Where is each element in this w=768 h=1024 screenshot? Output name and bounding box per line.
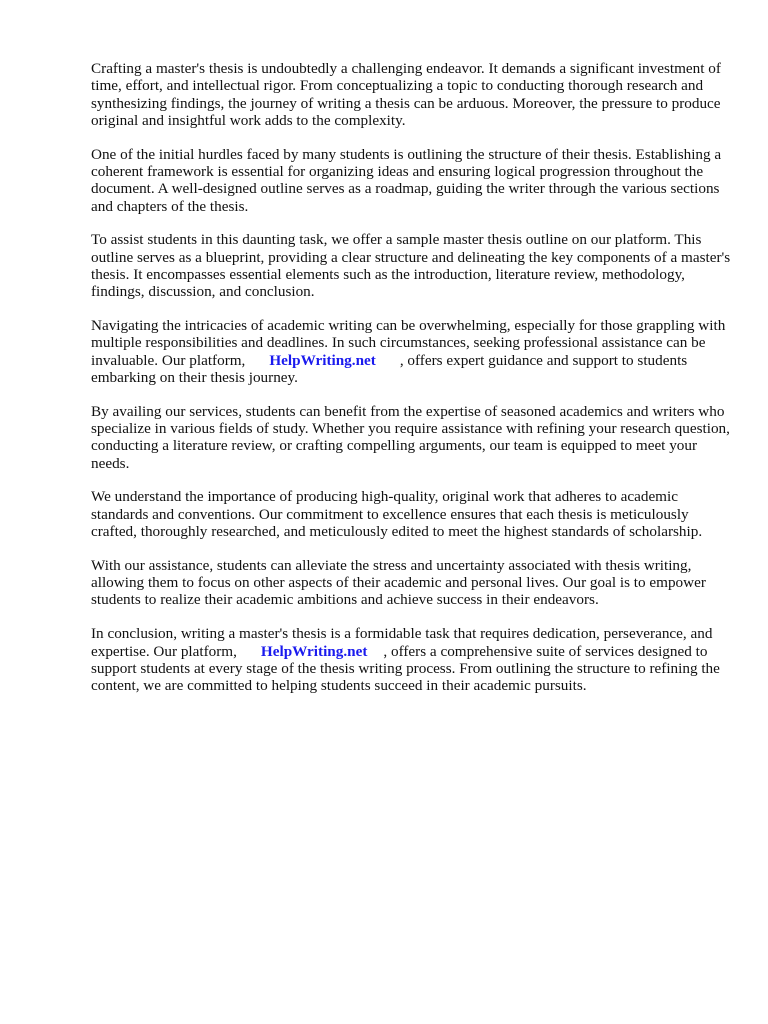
paragraph-quality: We understand the importance of producing high-quality, original work that adheres to academic standards and conventions. Our commitment to excellence ensures that each thesis is meticulously crafted, thoroughly researched, and meticulously edited to meet the highest standards of scholarship. <box>91 488 703 541</box>
paragraph-navigating-text-before: Navigating the intricacies of academic writing can be overwhelming, especially for those grappling with multiple responsibilities and deadlines. In such circumstances, seeking professional assistance can be invaluable. Our platform, <box>91 317 726 369</box>
paragraph-sample-outline: To assist students in this daunting task, we offer a sample master thesis outline on our platform. This outline serves as a blueprint, providing a clear structure and delineating the key components of a master's thesis. It encompasses essential elements such as the introduction, literature review, methodology, findings, discussion, and conclusion. <box>91 231 731 301</box>
document-body <box>91 60 731 711</box>
helpwriting-link[interactable]: HelpWriting.net <box>269 351 376 369</box>
paragraph-services: By availing our services, students can benefit from the expertise of seasoned academics and writers who specialize in various fields of study. Whether you require assistance with refining your research question, conducting a literature review, or crafting compelling arguments, our team is equipped to meet your needs. <box>91 402 730 472</box>
paragraph-assistance: With our assistance, students can alleviate the stress and uncertainty associated with thesis writing, allowing them to focus on other aspects of their academic and personal lives. Our goal is to empower students to realize their academic ambitions and achieve success in their endeavors. <box>91 556 706 609</box>
paragraph-intro: Crafting a master's thesis is undoubtedly a challenging endeavor. It demands a significant investment of time, effort, and intellectual rigor. From conceptualizing a topic to conducting thorough research and synthesizing findings, the journey of writing a thesis can be arduous. Moreover, the pressure to produce original and insightful work adds to the complexity. <box>91 60 721 129</box>
paragraph-conclusion-text-after: , offers a comprehensive suite of services designed to support students at every stage of the thesis writing process. From outlining the structure to refining the content, we are committed to helping students succeed in their academic pursuits. <box>91 642 720 695</box>
paragraph-conclusion <box>91 625 731 694</box>
paragraph-navigating-text-after: , offers expert guidance and support to students embarking on their thesis journey. <box>91 351 688 386</box>
paragraph-outline-hurdles: One of the initial hurdles faced by many students is outlining the structure of their thesis. Establishing a coherent framework is essential for organizing ideas and ensuring logical progression throughout the document. A well-designed outline serves as a roadmap, guiding the writer through the various sections and chapters of the thesis. <box>91 145 722 215</box>
paragraph-conclusion-text-before: In conclusion, writing a master's thesis is a formidable task that requires dedication, perseverance, and expertise. Our platform, <box>91 625 713 660</box>
helpwriting-link[interactable]: HelpWriting.net <box>260 642 368 660</box>
paragraph-navigating <box>91 317 731 386</box>
